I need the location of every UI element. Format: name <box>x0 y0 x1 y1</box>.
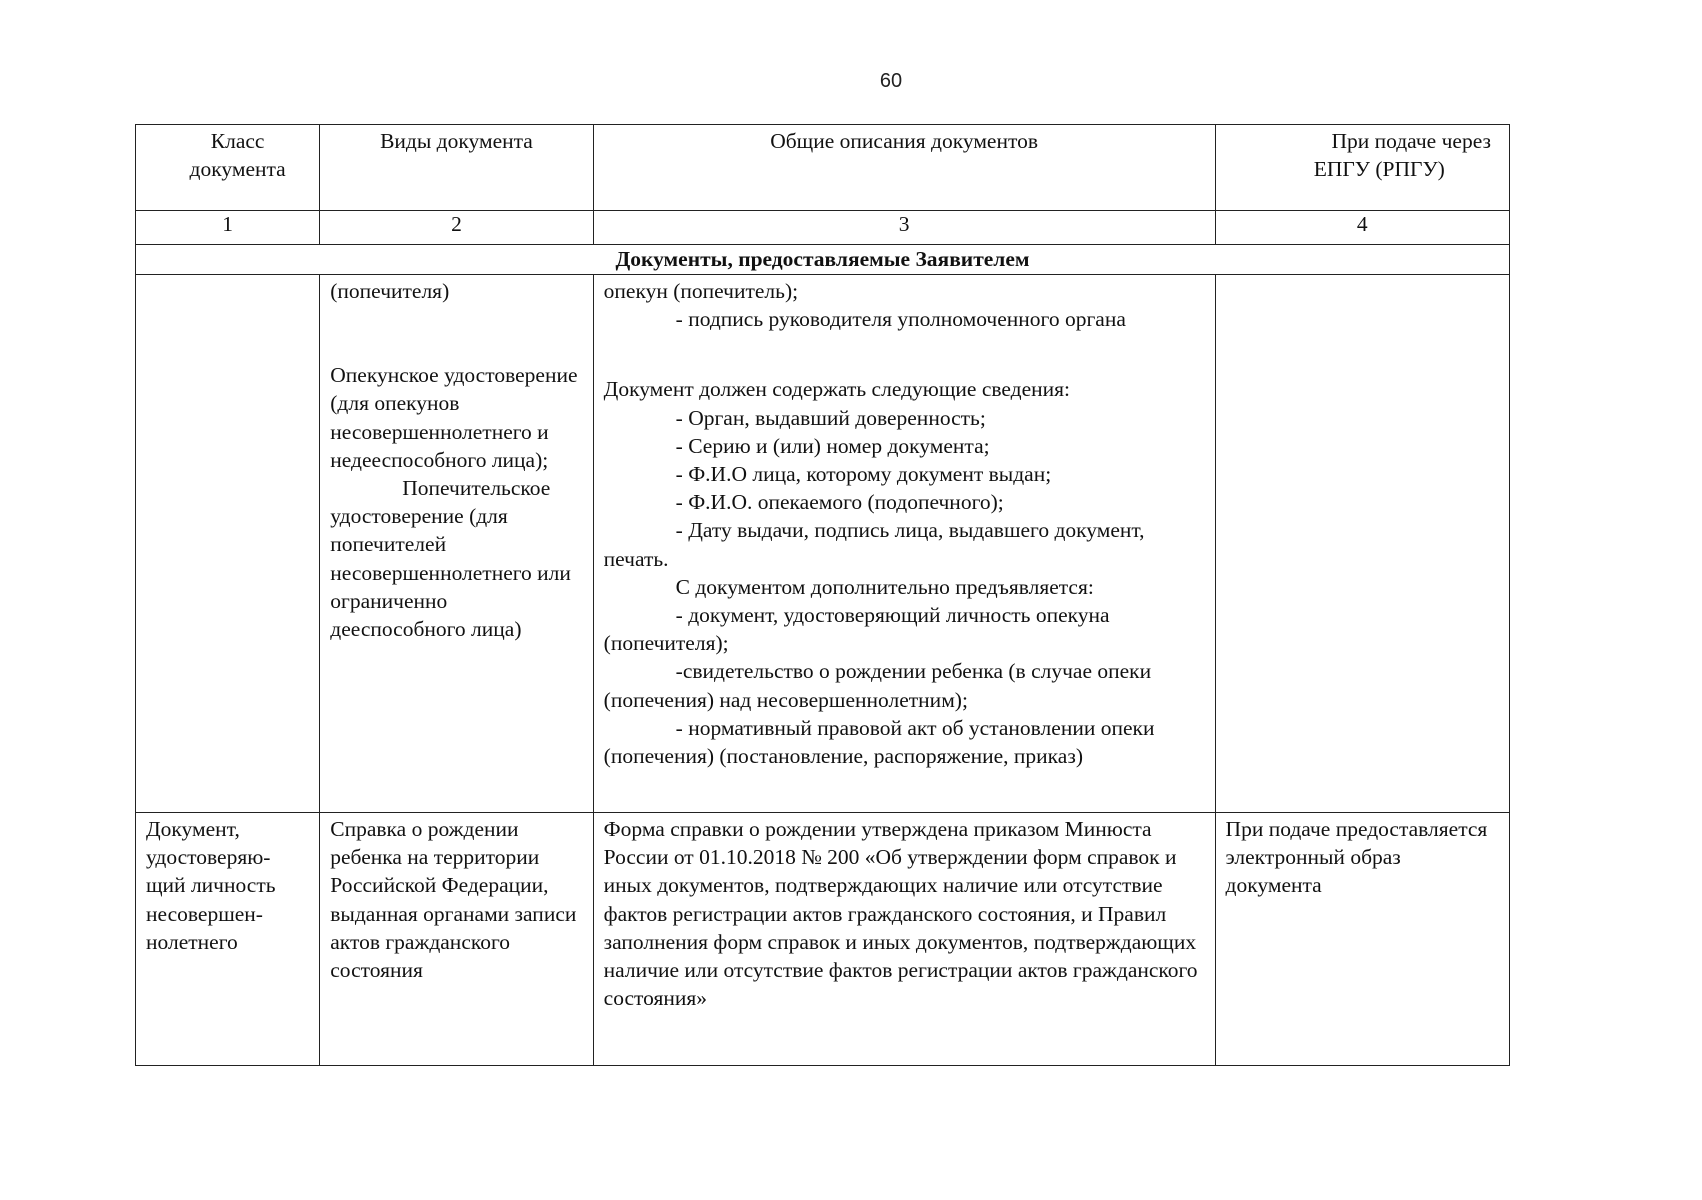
table-row <box>136 813 1510 1066</box>
row1-types-top: (попечителя) <box>330 279 450 303</box>
section-title: Документы, предоставляемые Заявителем <box>136 245 1510 275</box>
section-row <box>136 245 1510 275</box>
row1-desc-item4: - Ф.И.О. опекаемого (подопечного); <box>675 490 1004 515</box>
header-document-descriptions: Общие описания документов <box>593 125 1215 211</box>
row1-document-types <box>320 275 593 813</box>
row1-desc-intro: Документ должен содержать следующие сведения: <box>603 377 1071 402</box>
table-row <box>136 275 1510 813</box>
row1-desc-item1: - Орган, выдавший доверенность; <box>675 405 986 430</box>
row1-desc-top1: опекун (попечитель); <box>603 279 799 303</box>
row2-descriptions: Форма справки о рождении утверждена приказом Минюста России от 01.10.2018 № 200 «Об утверждении форм справок и иных документов, подтверждающих наличие или отсутствие фактов регистрации актов гражданского состояния, и Правил заполнения форм справок и иных документов, подтверждающих наличие или отсутствие фактов регистрации актов гражданского состояния» <box>593 813 1215 1066</box>
row1-desc-extra2: -свидетельство о рождении ребенка (в случае опеки (попечения) над несовершеннолетним); <box>603 659 1152 712</box>
row2-submission: При подаче предоставляется электронный образ документа <box>1215 813 1509 1066</box>
row1-document-class <box>136 275 320 813</box>
row1-submission <box>1215 275 1509 813</box>
header-document-class: Класс документа <box>136 125 320 211</box>
row1-desc-extra1: - документ, удостоверяющий личность опекуна (попечителя); <box>603 603 1110 656</box>
row1-desc-item5: - Дату выдачи, подпись лица, выдавшего документ, печать. <box>603 518 1145 571</box>
row1-desc-item2: - Серию и (или) номер документа; <box>675 433 990 458</box>
row2-document-class: Документ, удостоверяю-щий личность несовершен-нолетнего <box>136 813 320 1066</box>
table-header-row <box>136 125 1510 211</box>
row1-types-item2-rest: удостоверение (для попечителей несовершеннолетнего или ограниченно дееспособного лица) <box>330 504 571 642</box>
column-number-2: 2 <box>320 211 593 245</box>
column-number-row <box>136 211 1510 245</box>
header-document-types: Виды документа <box>320 125 593 211</box>
column-number-1: 1 <box>136 211 320 245</box>
row1-desc-extra-intro: С документом дополнительно предъявляется: <box>675 574 1094 599</box>
header-submission-epgu <box>1215 125 1509 211</box>
documents-table <box>135 124 1510 1066</box>
row1-desc-extra3: - нормативный правовой акт об установлении опеки (попечения) (постановление, распоряжение, приказ) <box>603 715 1155 769</box>
column-number-4: 4 <box>1215 211 1509 245</box>
row1-types-item1: Опекунское удостоверение (для опекунов несовершеннолетнего и недееспособного лица); <box>330 363 578 472</box>
row1-desc-item3: - Ф.И.О лица, которому документ выдан; <box>675 462 1052 487</box>
row2-document-types: Справка о рождении ребенка на территории Российской Федерации, выданная органами записи актов гражданского состояния <box>320 813 593 1066</box>
row1-types-item2-first: Попечительское <box>402 476 551 501</box>
header-submission-line1: При подаче через <box>1331 129 1491 153</box>
row1-descriptions <box>593 275 1215 813</box>
page-number: 60 <box>879 70 903 92</box>
column-number-3: 3 <box>593 211 1215 245</box>
row1-desc-top2: - подпись руководителя уполномоченного органа <box>675 307 1126 332</box>
header-submission-line2: ЕПГУ (РПГУ) <box>1313 157 1445 182</box>
